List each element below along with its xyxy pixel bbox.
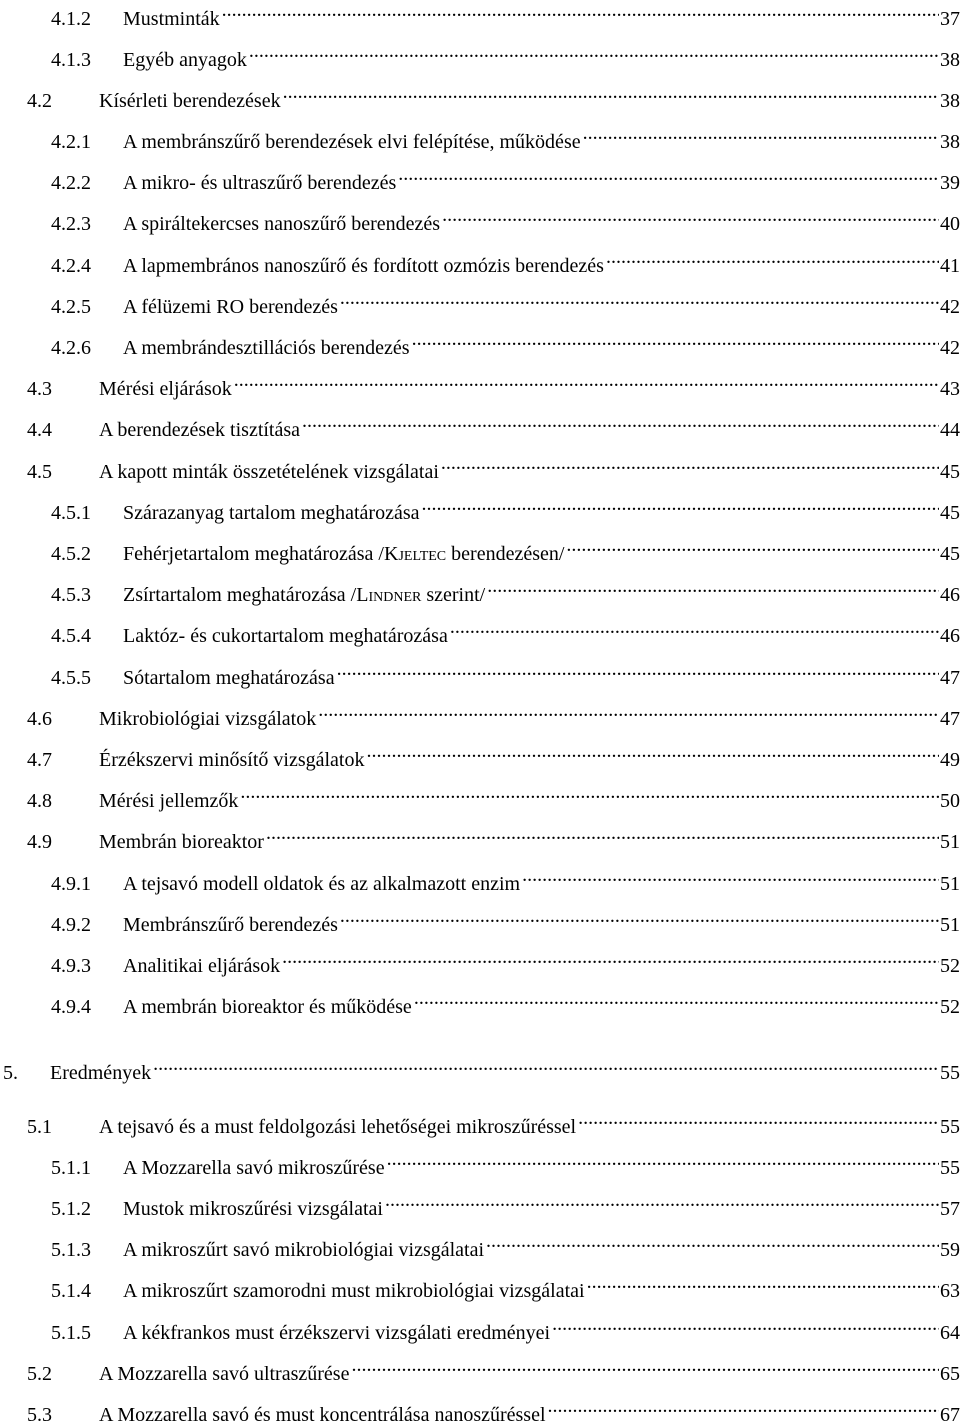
toc-dot-leader	[385, 1189, 939, 1215]
toc-entry-number: 4.5.5	[51, 667, 91, 689]
toc-entry-title-text: berendezésen/	[446, 543, 565, 565]
toc-entry-title-text: Fehérjetartalom meghatározása /K	[123, 543, 399, 565]
toc-entry[interactable]	[51, 987, 960, 1018]
toc-entry-page: 42	[940, 296, 960, 318]
toc-entry-number: 4.2.5	[51, 296, 91, 318]
toc-entry-page: 51	[940, 873, 960, 895]
toc-entry[interactable]	[51, 204, 960, 235]
toc-entry[interactable]	[51, 40, 960, 71]
toc-entry-title: Eredmények	[50, 1062, 152, 1084]
toc-entry-page: 49	[940, 749, 960, 771]
toc-entry[interactable]	[51, 1230, 960, 1261]
toc-entry-page: 55	[940, 1116, 960, 1138]
toc-entry-page: 51	[940, 831, 960, 853]
toc-entry-title: A membrán bioreaktor és működése	[123, 996, 412, 1018]
toc-entry[interactable]	[51, 328, 960, 359]
toc-dot-leader	[318, 699, 939, 725]
toc-dot-leader	[340, 287, 939, 313]
toc-dot-leader	[249, 40, 939, 66]
toc-dot-leader	[412, 328, 939, 354]
toc-entry-page: 52	[940, 996, 960, 1018]
toc-entry-page: 42	[940, 337, 960, 359]
toc-dot-leader	[398, 163, 939, 189]
toc-entry-page: 39	[940, 172, 960, 194]
toc-entry-title: A félüzemi RO berendezés	[123, 296, 338, 318]
toc-entry-page: 43	[940, 378, 960, 400]
toc-entry[interactable]	[27, 699, 960, 730]
toc-entry-title	[123, 582, 485, 608]
toc-entry[interactable]	[51, 905, 960, 936]
toc-entry-number: 4.8	[27, 790, 52, 812]
toc-dot-leader	[442, 204, 939, 230]
toc-entry-title-smallcaps: indner	[368, 584, 422, 606]
toc-entry-number: 4.2.3	[51, 213, 91, 235]
toc-entry-title: Mérési jellemzők	[99, 790, 239, 812]
toc-entry-title: Kísérleti berendezések	[99, 90, 281, 112]
toc-entry-number: 4.2.2	[51, 172, 91, 194]
toc-entry-number: 4.2	[27, 90, 52, 112]
toc-entry[interactable]	[27, 1107, 960, 1138]
toc-entry-number: 4.2.1	[51, 131, 91, 153]
toc-entry[interactable]	[27, 369, 960, 400]
toc-entry-title: A Mozzarella savó ultraszűrése	[99, 1363, 350, 1385]
toc-entry-number: 5.1.4	[51, 1280, 91, 1302]
toc-entry-title: A mikroszűrt szamorodni must mikrobiológiai vizsgálatai	[123, 1280, 585, 1302]
toc-entry-title: Membrán bioreaktor	[99, 831, 264, 853]
toc-entry[interactable]	[51, 534, 960, 565]
toc-entry-number: 4.9.2	[51, 914, 91, 936]
toc-dot-leader	[606, 246, 939, 272]
toc-entry-number: 4.5.2	[51, 543, 91, 565]
toc-dot-leader	[366, 740, 939, 766]
toc-entry[interactable]	[27, 410, 960, 441]
toc-entry-number: 5.2	[27, 1363, 52, 1385]
toc-entry[interactable]	[27, 1395, 960, 1426]
toc-entry[interactable]	[51, 493, 960, 524]
toc-entry-page: 55	[940, 1062, 960, 1084]
toc-dot-leader	[282, 946, 939, 972]
toc-entry[interactable]	[51, 575, 960, 606]
toc-entry-page: 40	[940, 213, 960, 235]
toc-entry-page: 64	[940, 1322, 960, 1344]
toc-entry[interactable]	[51, 616, 960, 647]
toc-entry-title-text: szerint/	[421, 584, 486, 606]
toc-entry-page: 38	[940, 90, 960, 112]
toc-entry-title: Mustminták	[123, 8, 220, 30]
toc-entry-number: 5.1.3	[51, 1239, 91, 1261]
toc-entry-title: A mikro- és ultraszűrő berendezés	[123, 172, 397, 194]
toc-entry-page: 38	[940, 131, 960, 153]
toc-entry[interactable]	[27, 781, 960, 812]
toc-dot-leader	[548, 1395, 939, 1421]
toc-entry-page: 45	[940, 461, 960, 483]
toc-entry[interactable]	[51, 946, 960, 977]
toc-entry-title: A Mozzarella savó mikroszűrése	[123, 1157, 385, 1179]
toc-entry-page: 59	[940, 1239, 960, 1261]
toc-dot-leader	[240, 781, 939, 807]
toc-entry-title: A mikroszűrt savó mikrobiológiai vizsgálatai	[123, 1239, 485, 1261]
toc-entry-title: A membrándesztillációs berendezés	[123, 337, 410, 359]
toc-dot-leader	[283, 81, 939, 107]
toc-entry-number: 5.1.1	[51, 1157, 91, 1179]
toc-entry-page: 57	[940, 1198, 960, 1220]
toc-entry-title-smallcaps: jeltec	[398, 543, 447, 565]
toc-entry[interactable]	[51, 163, 960, 194]
toc-entry-number: 4.9.3	[51, 955, 91, 977]
toc-entry-title: A kapott minták összetételének vizsgálatai	[99, 461, 439, 483]
toc-entry[interactable]	[27, 452, 960, 483]
toc-entry[interactable]	[51, 0, 960, 30]
toc-dot-leader	[578, 1107, 939, 1133]
toc-entry-number: 4.3	[27, 378, 52, 400]
toc-entry-title: A kékfrankos must érzékszervi vizsgálati eredményei	[123, 1322, 551, 1344]
toc-dot-leader	[587, 1271, 939, 1297]
toc-entry-title: A berendezések tisztítása	[99, 419, 301, 441]
toc-entry-number: 4.6	[27, 708, 52, 730]
toc-dot-leader	[414, 987, 939, 1013]
toc-entry[interactable]	[3, 1053, 960, 1084]
toc-dot-leader	[337, 658, 939, 684]
toc-entry-number: 4.2.4	[51, 255, 91, 277]
toc-dot-leader	[487, 575, 939, 601]
toc-entry-page: 41	[940, 255, 960, 277]
toc-entry-title-text: Zsírtartalom meghatározása /L	[123, 584, 369, 606]
toc-dot-leader	[552, 1313, 939, 1339]
toc-entry-number: 4.1.2	[51, 8, 91, 30]
toc-entry-title: Sótartalom meghatározása	[123, 667, 335, 689]
toc-dot-leader	[486, 1230, 939, 1256]
toc-entry-page: 52	[940, 955, 960, 977]
toc-entry[interactable]	[51, 658, 960, 689]
toc-entry-title: A lapmembrános nanoszűrő és fordított ozmózis berendezés	[123, 255, 604, 277]
toc-entry-title: Egyéb anyagok	[123, 49, 247, 71]
toc-entry-title: A Mozzarella savó és must koncentrálása nanoszűréssel	[99, 1404, 546, 1426]
toc-entry[interactable]	[27, 1354, 960, 1385]
toc-entry-number: 4.5.3	[51, 584, 91, 606]
toc-entry-number: 4.5	[27, 461, 52, 483]
toc-entry-page: 47	[940, 667, 960, 689]
toc-dot-leader	[302, 410, 939, 436]
toc-entry-page: 63	[940, 1280, 960, 1302]
toc-entry-number: 4.9	[27, 831, 52, 853]
toc-entry-number: 4.1.3	[51, 49, 91, 71]
toc-dot-leader	[222, 0, 939, 25]
toc-entry-page: 38	[940, 49, 960, 71]
toc-entry-number: 5.1.5	[51, 1322, 91, 1344]
toc-entry-number: 4.5.4	[51, 625, 91, 647]
toc-entry-page: 50	[940, 790, 960, 812]
toc-entry-title: Analitikai eljárások	[123, 955, 281, 977]
toc-entry[interactable]	[27, 822, 960, 853]
toc-entry-number: 5.3	[27, 1404, 52, 1426]
toc-dot-leader	[340, 905, 939, 931]
toc-entry-title: Laktóz- és cukortartalom meghatározása	[123, 625, 448, 647]
toc-entry-title: A tejsavó és a must feldolgozási lehetőségei mikroszűréssel	[99, 1116, 577, 1138]
toc-entry-number: 5.	[3, 1062, 18, 1084]
toc-entry-page: 55	[940, 1157, 960, 1179]
toc-entry-title: Mérési eljárások	[99, 378, 232, 400]
toc-entry-title: Érzékszervi minősítő vizsgálatok	[99, 749, 365, 771]
toc-entry-title: Mikrobiológiai vizsgálatok	[99, 708, 317, 730]
toc-dot-leader	[234, 369, 939, 395]
toc-dot-leader	[266, 822, 939, 848]
toc-dot-leader	[387, 1148, 939, 1174]
toc-entry-number: 4.9.4	[51, 996, 91, 1018]
toc-entry-page: 45	[940, 543, 960, 565]
toc-entry-title: A membránszűrő berendezések elvi felépítése, működése	[123, 131, 581, 153]
toc-entry-page: 46	[940, 625, 960, 647]
toc-entry[interactable]	[51, 246, 960, 277]
toc-dot-leader	[566, 534, 939, 560]
toc-dot-leader	[153, 1053, 939, 1079]
toc-entry[interactable]	[27, 740, 960, 771]
toc-entry-title: A spiráltekercses nanoszűrő berendezés	[123, 213, 441, 235]
toc-entry-page: 45	[940, 502, 960, 524]
toc-entry[interactable]	[51, 287, 960, 318]
toc-entry-number: 5.1.2	[51, 1198, 91, 1220]
toc-entry[interactable]	[27, 81, 960, 112]
toc-entry[interactable]	[51, 1189, 960, 1220]
toc-entry-number: 4.5.1	[51, 502, 91, 524]
toc-entry-title	[123, 541, 564, 567]
toc-entry-page: 51	[940, 914, 960, 936]
toc-dot-leader	[422, 493, 939, 519]
toc-entry-page: 44	[940, 419, 960, 441]
toc-entry-title: Szárazanyag tartalom meghatározása	[123, 502, 420, 524]
toc-entry-number: 4.2.6	[51, 337, 91, 359]
toc-dot-leader	[351, 1354, 939, 1380]
toc-entry-page: 65	[940, 1363, 960, 1385]
toc-entry-page: 37	[940, 8, 960, 30]
toc-entry-number: 4.7	[27, 749, 52, 771]
toc-entry-title: A tejsavó modell oldatok és az alkalmazott enzim	[123, 873, 521, 895]
toc-entry-number: 4.4	[27, 419, 52, 441]
toc-entry-number: 4.9.1	[51, 873, 91, 895]
toc-entry-page: 46	[940, 584, 960, 606]
toc-entry[interactable]	[51, 122, 960, 153]
toc-dot-leader	[583, 122, 939, 148]
toc-entry-page: 47	[940, 708, 960, 730]
toc-dot-leader	[450, 616, 939, 642]
toc-entry-title: Mustok mikroszűrési vizsgálatai	[123, 1198, 383, 1220]
toc-dot-leader	[522, 864, 939, 890]
toc-entry[interactable]	[51, 864, 960, 895]
toc-entry-title: Membránszűrő berendezés	[123, 914, 338, 936]
toc-entry[interactable]	[51, 1148, 960, 1179]
toc-entry-number: 5.1	[27, 1116, 52, 1138]
toc-entry[interactable]	[51, 1313, 960, 1344]
toc-entry-page: 67	[940, 1404, 960, 1426]
toc-dot-leader	[441, 452, 939, 478]
toc-entry[interactable]	[51, 1271, 960, 1302]
